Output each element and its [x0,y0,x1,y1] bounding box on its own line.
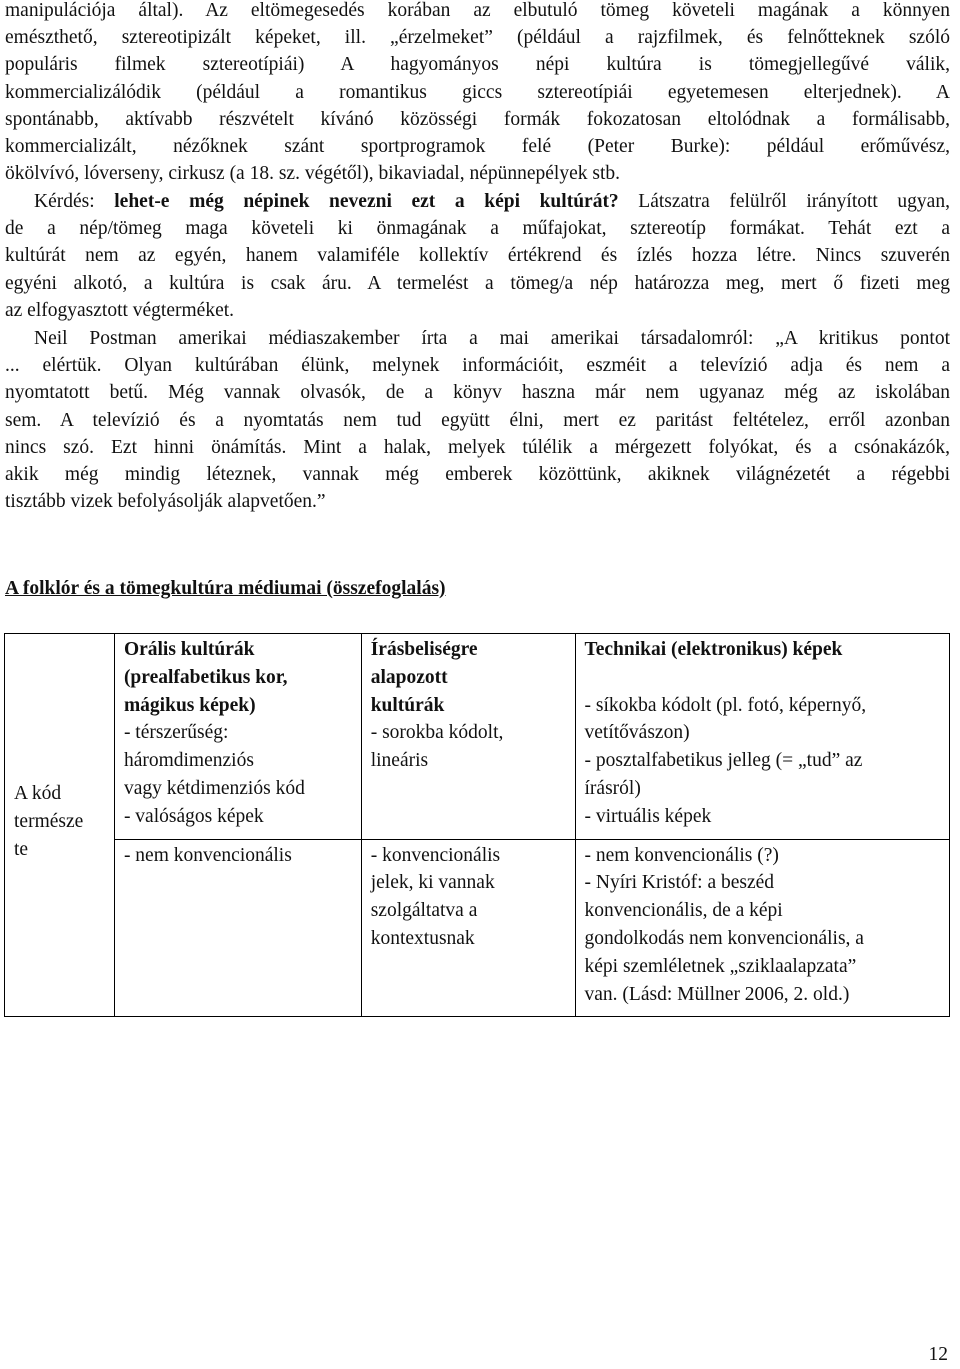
text-line: manipulációja által). Az eltömegesedés korában az elbutuló tömeg követeli magának a könnyen [5,0,950,21]
text-line: emészthető, sztereotipizált képeket, ill. „érzelmeket” (például a rajzfilmek, és felnőtteknek szóló [5,27,950,49]
text-line: kultúrát nem az egyén, hanem valamiféle kollektív értékrend és ízlés hozza létre. Nincs szuverén [5,245,950,267]
text-line: nyomtatott betű. Még vannak olvasók, de a könyv haszna már nem ugyanaz még az iskolában [5,382,950,404]
written-header: Írásbeliségre alapozott kultúrák [370,639,478,716]
written-cultures-cell: Írásbeliségre alapozott kultúrák - sorokba kódolt, lineáris [361,634,575,840]
summary-table [4,633,950,1017]
text-line: egyéni alkotó, a kultúra is csak áru. A termelést a tömeg/a nép határozza meg, mert ő fizeti meg [5,272,950,294]
question-rest: Látszatra felülről irányított ugyan, [618,191,950,212]
text-line: az elfogyasztott végterméket. [5,299,235,321]
oral-cultures-cell: Orális kultúrák (prealfabetikus kor, mágikus képek) - térszerűség: háromdimenziós vagy kétdimenziós kód - valóságos képek [114,634,361,840]
paragraph-1 [5,0,950,187]
table-row [5,839,950,1017]
text-line: spontánabb, aktívabb részvételt kívánó közösségi formák fokozatosan eltolódnak a formálisabb, [5,108,950,130]
technical-convention-cell: - nem konvencionális (?) - Nyíri Kristóf: a beszéd konvencionális, de a képi gondolkodás nem konvencionális, a képi szemléletnek „sziklaalapzata” van. (Lásd: Müllner 2006, 2. old.) [575,839,949,1017]
row-label-cell: A kód természe te [5,634,115,1017]
page-number: 12 [928,1344,948,1365]
text-line: Neil Postman amerikai médiaszakember írta a mai amerikai társadalomról: „A kritikus pontot [34,328,950,349]
text-line: kommercializált, nézőknek szánt sportprogramok felé (Peter Burke): például erőművész, [5,136,950,158]
paragraph-2 [5,188,950,324]
text-line: ... elértük. Olyan kultúrában élünk, melynek információit, eszméit a televízió adja és nem a [5,355,950,377]
question-prefix: Kérdés: [34,191,115,212]
text-line: kommercializálódik (például a romantikus giccs sztereotípiái egyetemesen elterjednek). A [5,81,950,103]
written-convention-cell: - konvencionális jelek, ki vannak szolgáltatva a kontextusnak [361,839,575,1017]
oral-convention-cell: - nem konvencionális [114,839,361,1017]
text-line: sem. A televízió és a nyomtatás nem tud együtt élni, mert ez paritást feltételez, erről azonban [5,409,950,431]
text-line: akik még mindig léteznek, vannak még emberek közöttünk, akiknek világnézetét a régebbi [5,464,950,486]
text-line: de a nép/tömeg maga követeli ki önmagának a műfajokat, sztereotíp formákat. Tehát ezt a [5,218,950,240]
paragraph-3 [5,325,950,515]
section-title: A folklór és a tömegkultúra médiumai (összefoglalás) [5,578,446,599]
text-line: ökölvívó, lóverseny, cirkusz (a 18. sz. végétől), bikaviadal, népünnepélyek stb. [5,163,620,185]
text-line: tisztább vizek befolyásolják alapvetően.” [5,491,326,513]
text-line: nincs szó. Ezt hinni önámítás. Mint a halak, melyek túlélik a mérgezett folyókat, és a csónakázók, [5,436,950,458]
question-bold: lehet-e még népinek nevezni ezt a képi kultúrát? [114,191,619,212]
technical-images-cell: Technikai (elektronikus) képek - síkokba kódolt (pl. fotó, képernyő, vetítővászon) - posztalfabetikus jelleg (= „tud” az írásról) - virtuális képek [575,634,949,840]
technical-header: Technikai (elektronikus) képek [584,639,843,660]
oral-header: Orális kultúrák (prealfabetikus kor, mágikus képek) [123,639,288,716]
table-row [5,634,950,840]
question-line [5,188,950,215]
text-line: populáris filmek sztereotípiái) A hagyományos népi kultúra is tömegjellegűvé válik, [5,54,950,76]
